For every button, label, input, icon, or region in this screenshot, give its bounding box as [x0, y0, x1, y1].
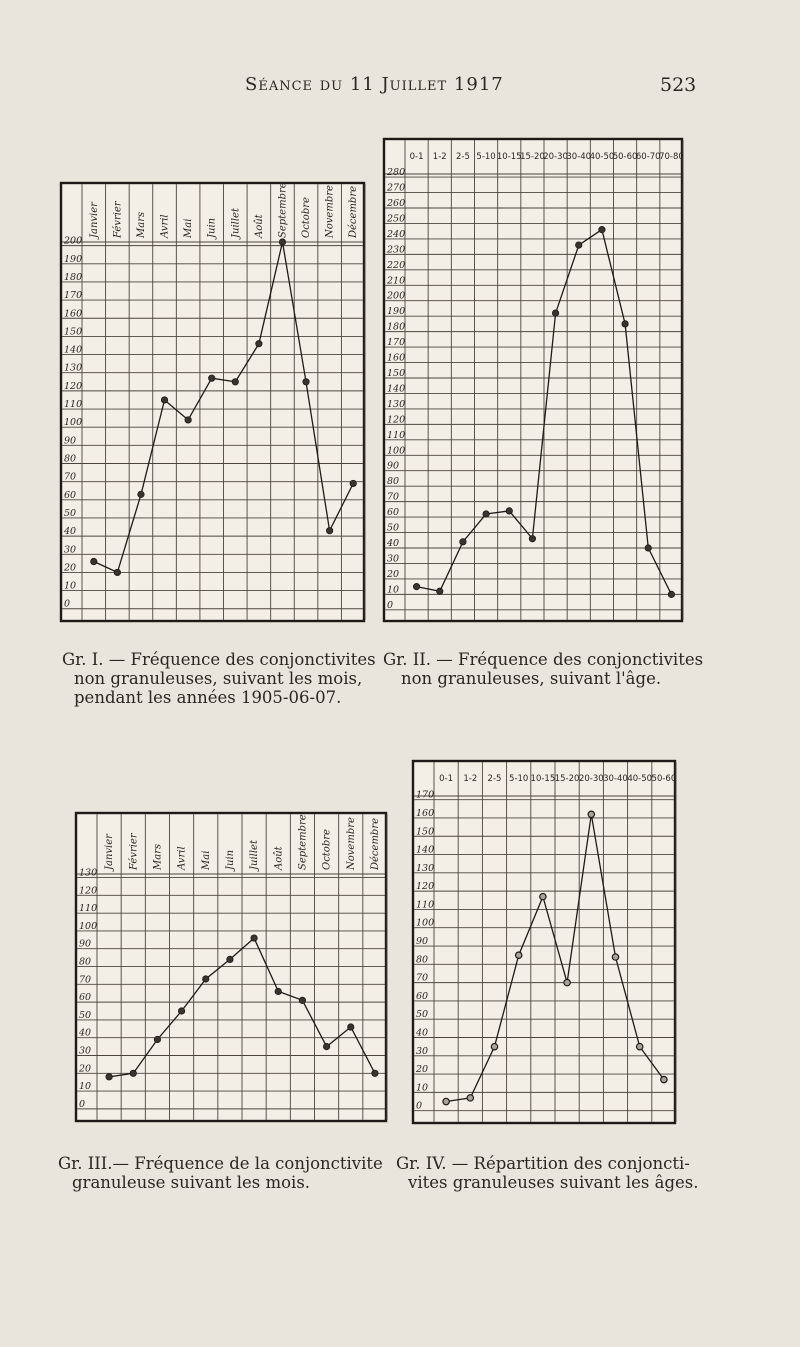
- caption-chart-2: [383, 650, 703, 688]
- y-tick-label: 100: [79, 920, 98, 932]
- x-tick-label: Juin: [224, 849, 236, 870]
- y-tick-label: 40: [416, 1027, 429, 1039]
- y-tick-label: 130: [64, 362, 83, 374]
- y-tick-label: 230: [387, 244, 406, 256]
- caption-line: Gr. I. — Fréquence des conjonctivites: [62, 650, 376, 669]
- caption-line: Gr. II. — Fréquence des conjonctivites: [383, 650, 704, 669]
- data-point: [138, 491, 144, 497]
- page-number: 523: [660, 74, 697, 96]
- data-point: [483, 511, 489, 517]
- data-point: [540, 893, 546, 899]
- caption-line: non granuleuses, suivant les mois,: [74, 669, 363, 688]
- x-tick-label: 15-20: [520, 152, 545, 162]
- caption-chart-4: [396, 1154, 699, 1192]
- x-tick-label: 30-40: [603, 774, 628, 784]
- x-tick-label: 10-15: [496, 152, 522, 162]
- x-tick-label: 1-2: [463, 774, 478, 784]
- data-point: [251, 935, 257, 941]
- x-tick-label: 30-40: [566, 152, 592, 162]
- data-point: [612, 954, 618, 960]
- x-tick-label: 40-50: [589, 152, 615, 162]
- x-tick-label: 40-50: [627, 774, 653, 784]
- y-tick-label: 140: [416, 844, 435, 856]
- y-tick-label: 110: [64, 399, 83, 411]
- caption-line: granuleuse suivant les mois.: [72, 1173, 311, 1192]
- x-tick-label: Septembre: [297, 814, 309, 870]
- y-tick-label: 180: [387, 321, 406, 333]
- y-tick-label: 150: [387, 368, 406, 379]
- y-tick-label: 100: [387, 445, 406, 457]
- y-tick-label: 0: [64, 598, 71, 610]
- y-tick-label: 200: [387, 290, 406, 302]
- data-point: [443, 1098, 449, 1104]
- y-tick-label: 280: [387, 167, 406, 179]
- y-tick-label: 80: [387, 476, 400, 488]
- y-tick-label: 180: [64, 271, 83, 283]
- x-tick-label: Février: [128, 833, 140, 870]
- data-point: [564, 979, 570, 985]
- x-tick-label: Octobre: [301, 197, 313, 238]
- y-tick-label: 140: [64, 344, 83, 356]
- y-tick-label: 20: [64, 562, 77, 574]
- x-tick-label: Décembre: [348, 185, 360, 238]
- page-header: [0, 74, 800, 104]
- x-tick-label: 70-80: [659, 152, 684, 162]
- data-point: [576, 242, 582, 248]
- x-tick-label: Juillet: [249, 840, 261, 870]
- y-tick-label: 60: [416, 990, 429, 1002]
- y-tick-label: 10: [64, 580, 77, 592]
- y-tick-label: 10: [387, 584, 400, 596]
- y-tick-label: 60: [79, 992, 92, 1004]
- y-tick-label: 70: [79, 974, 92, 986]
- y-tick-label: 170: [64, 290, 83, 302]
- data-point: [529, 536, 535, 542]
- y-tick-label: 170: [416, 789, 435, 801]
- data-point: [645, 545, 651, 551]
- caption-line: vites granuleuses suivant les âges.: [408, 1173, 699, 1192]
- y-tick-label: 110: [79, 903, 98, 915]
- y-tick-label: 110: [387, 429, 406, 441]
- data-point: [588, 811, 594, 817]
- data-point: [467, 1095, 473, 1101]
- y-tick-label: 220: [387, 259, 406, 271]
- x-tick-label: Mai: [183, 218, 195, 238]
- x-tick-label: Novembre: [345, 817, 357, 870]
- data-point: [552, 310, 558, 316]
- x-tick-label: 5-10: [476, 152, 496, 162]
- y-tick-label: 130: [387, 398, 406, 410]
- y-tick-label: 40: [387, 538, 400, 549]
- chart-4: [412, 760, 676, 1124]
- y-tick-label: 130: [416, 862, 435, 874]
- data-point: [303, 379, 309, 385]
- caption-line: non granuleuses, suivant l'âge.: [401, 669, 662, 688]
- y-tick-label: 60: [387, 507, 400, 519]
- data-point: [185, 417, 191, 423]
- chart-frame: [61, 183, 364, 621]
- data-point: [275, 988, 281, 994]
- x-tick-label: Mars: [152, 843, 164, 870]
- chart-2: [383, 138, 683, 622]
- y-tick-label: 170: [387, 337, 406, 349]
- x-tick-label: 5-10: [509, 774, 529, 784]
- data-point: [299, 997, 305, 1003]
- chart-1: [60, 182, 365, 622]
- data-point: [227, 956, 233, 962]
- chart-3: [75, 812, 387, 1122]
- y-tick-label: 250: [387, 213, 406, 225]
- chart-frame: [384, 139, 682, 621]
- data-point: [130, 1070, 136, 1076]
- page-title: Séance du 11 Juillet 1917: [245, 74, 504, 95]
- y-tick-label: 150: [64, 326, 83, 338]
- y-tick-label: 30: [387, 553, 400, 565]
- data-point: [154, 1036, 160, 1042]
- x-tick-label: 2-5: [487, 774, 502, 784]
- x-tick-label: Avril: [159, 214, 171, 238]
- data-point: [437, 588, 443, 594]
- y-tick-label: 80: [79, 956, 92, 968]
- data-point: [491, 1043, 497, 1049]
- y-tick-label: 10: [79, 1081, 92, 1093]
- y-tick-label: 120: [79, 885, 98, 897]
- y-tick-label: 90: [64, 435, 77, 447]
- data-point: [323, 1043, 329, 1049]
- y-tick-label: 90: [416, 936, 429, 948]
- x-tick-label: 2-5: [455, 152, 470, 162]
- chart-frame: [413, 761, 675, 1123]
- x-tick-label: 20-30: [543, 152, 568, 162]
- y-tick-label: 0: [416, 1100, 423, 1112]
- caption-chart-3: [58, 1154, 383, 1192]
- data-point: [506, 508, 512, 514]
- y-tick-label: 30: [79, 1045, 92, 1057]
- y-tick-label: 130: [79, 867, 98, 879]
- y-tick-label: 70: [64, 471, 77, 483]
- y-tick-label: 120: [64, 380, 83, 392]
- y-tick-label: 160: [64, 308, 83, 320]
- y-tick-label: 40: [79, 1027, 92, 1039]
- y-tick-label: 200: [64, 235, 83, 247]
- x-tick-label: 60-70: [635, 152, 661, 162]
- data-point: [203, 976, 209, 982]
- data-point: [326, 527, 332, 533]
- x-tick-label: Décembre: [369, 817, 381, 870]
- data-point: [622, 321, 628, 327]
- y-tick-label: 10: [416, 1082, 429, 1094]
- x-tick-label: 0-1: [439, 774, 454, 784]
- y-tick-label: 270: [387, 182, 406, 194]
- y-tick-label: 70: [387, 491, 400, 503]
- y-tick-label: 70: [416, 972, 429, 984]
- x-tick-label: Février: [112, 201, 124, 238]
- x-tick-label: Juin: [206, 217, 218, 238]
- data-point: [599, 226, 605, 232]
- y-tick-label: 20: [416, 1064, 429, 1076]
- y-tick-label: 30: [64, 544, 77, 556]
- y-tick-label: 0: [387, 599, 394, 611]
- x-tick-label: Août: [253, 214, 265, 238]
- y-tick-label: 240: [387, 228, 406, 240]
- data-point: [256, 340, 262, 346]
- y-tick-label: 100: [416, 917, 435, 929]
- data-point: [232, 379, 238, 385]
- y-tick-label: 190: [64, 253, 83, 265]
- data-point: [178, 1008, 184, 1014]
- y-tick-label: 160: [416, 807, 435, 819]
- data-point: [348, 1024, 354, 1030]
- x-tick-label: 20-30: [578, 774, 604, 784]
- y-tick-label: 90: [79, 938, 92, 950]
- x-tick-label: Novembre: [324, 185, 336, 238]
- data-point: [350, 480, 356, 486]
- x-tick-label: Mai: [200, 850, 212, 870]
- x-tick-label: Avril: [176, 846, 188, 870]
- y-tick-label: 40: [64, 526, 77, 538]
- y-tick-label: 30: [416, 1045, 429, 1057]
- y-tick-label: 140: [387, 383, 406, 395]
- x-tick-label: Septembre: [277, 182, 289, 238]
- x-tick-label: 10-15: [530, 774, 556, 784]
- x-tick-label: Juillet: [230, 208, 242, 238]
- x-tick-label: 0-1: [409, 152, 424, 162]
- y-tick-label: 50: [416, 1009, 429, 1021]
- data-point: [668, 591, 674, 597]
- y-tick-label: 50: [387, 522, 400, 534]
- data-point: [161, 397, 167, 403]
- y-tick-label: 100: [64, 417, 83, 429]
- x-tick-label: 50-60: [651, 774, 677, 784]
- y-tick-label: 50: [64, 507, 77, 519]
- data-point: [516, 952, 522, 958]
- x-tick-label: 50-60: [612, 152, 638, 162]
- x-tick-label: Octobre: [321, 829, 333, 870]
- y-tick-label: 80: [416, 954, 429, 966]
- x-tick-label: Janvier: [88, 202, 100, 238]
- y-tick-label: 120: [416, 881, 435, 893]
- x-tick-label: 15-20: [554, 774, 580, 784]
- data-point: [209, 375, 215, 381]
- x-tick-label: 1-2: [432, 152, 447, 162]
- data-point: [114, 569, 120, 575]
- data-point: [413, 583, 419, 589]
- caption-line: pendant les années 1905-06-07.: [74, 688, 342, 707]
- x-tick-label: Janvier: [104, 834, 116, 870]
- data-point: [279, 239, 285, 245]
- y-tick-label: 50: [79, 1009, 92, 1021]
- data-point: [637, 1043, 643, 1049]
- y-tick-label: 210: [387, 275, 406, 287]
- data-point: [372, 1070, 378, 1076]
- y-tick-label: 80: [64, 453, 77, 465]
- y-tick-label: 160: [387, 352, 406, 364]
- y-tick-label: 90: [387, 460, 400, 472]
- y-tick-label: 150: [416, 826, 435, 838]
- y-tick-label: 190: [387, 306, 406, 318]
- x-tick-label: Août: [273, 846, 285, 870]
- y-tick-label: 110: [416, 899, 435, 911]
- y-tick-label: 20: [387, 568, 400, 580]
- data-point: [460, 539, 466, 545]
- y-tick-label: 260: [387, 198, 406, 209]
- caption-line: Gr. IV. — Répartition des conjoncti-: [396, 1154, 690, 1173]
- y-tick-label: 60: [64, 489, 77, 501]
- y-tick-label: 120: [387, 414, 406, 426]
- y-tick-label: 20: [79, 1063, 92, 1075]
- caption-chart-1: [62, 650, 376, 707]
- data-point: [106, 1074, 112, 1080]
- x-tick-label: Mars: [135, 211, 147, 238]
- data-point: [661, 1076, 667, 1082]
- y-tick-label: 0: [79, 1098, 86, 1110]
- data-point: [91, 558, 97, 564]
- caption-line: Gr. III.— Fréquence de la conjonctivite: [58, 1154, 383, 1173]
